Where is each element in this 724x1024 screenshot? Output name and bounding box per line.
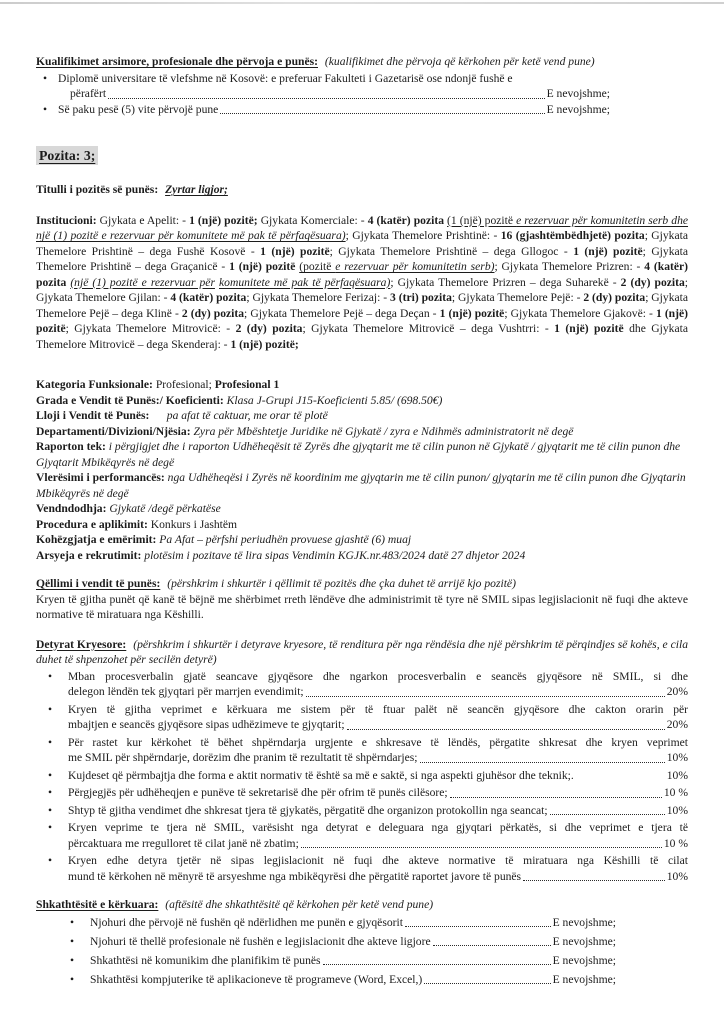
duty-item-text-cont: mbajtjen e seancës gjyqësore sipas udhëzimeve te gjyqtarit;	[68, 718, 345, 731]
duty-item-text-cont: mund të kërkohen në mënyrë të arsyeshme nga mbikëqyrësi dhe përgatitë raportet javore të punës	[68, 869, 522, 883]
text-run: 4 (katër) pozita	[367, 213, 448, 227]
dot-leader	[220, 113, 544, 114]
field-lloji	[36, 408, 688, 424]
duty-item-row	[68, 750, 688, 766]
field-kohezgjatja	[36, 532, 688, 548]
text-run: ; Gjykata Themelore Prizren: -	[494, 260, 645, 273]
duty-item-text: • Shtyp të gjitha vendimet dhe shkresat tjera të gjykatës, përgatitë dhe organizon protokollin nga seancat;	[68, 803, 548, 817]
duty-item	[42, 803, 688, 819]
text-run: e rezervuar për komunitetin serb)	[335, 260, 495, 273]
duties-list	[36, 669, 688, 885]
qualification-item-value: E nevojshme;	[546, 87, 610, 100]
text-run: Gjykata Komerciale: -	[257, 213, 368, 227]
qualifications-heading-line	[36, 54, 688, 70]
duty-item-percent: 10%	[666, 869, 688, 883]
text-run: 1 (një) pozitë;	[189, 213, 258, 227]
skill-item-value: E nevojshme;	[552, 972, 616, 986]
skills-heading: Shkathtësitë e kërkuara:	[36, 898, 159, 911]
duty-item-text-cont: me SMIL për shpërndarje, dorëzim dhe pranim të rezultatit të shpërndarjes;	[68, 751, 418, 764]
text-run: dhe Gjykata Themelore Mitrovicë – dega Skenderaj: -	[36, 322, 688, 351]
purpose-note: (përshkrim i shkurtër i qëllimit të pozitës dhe çka duhet të arrijë kjo pozitë)	[167, 577, 516, 590]
field-arsyeja	[36, 548, 688, 564]
qualification-item-row	[58, 86, 688, 102]
duty-item-percent: 10%	[666, 751, 688, 764]
skill-item	[66, 934, 688, 950]
text-run: Vendndodhja:	[36, 502, 110, 515]
qualifications-note: (kualifikimet dhe përvoja që kërkohen për ketë vend pune)	[324, 55, 595, 68]
qualification-item-text: • Së paku pesë (5) vite përvojë pune	[58, 102, 219, 116]
duty-item-text-cont: përcaktuara me rregulloret të cilat janë në zbatim;	[68, 836, 299, 850]
text-run: ; Gjykata Themelore Ferizaj: -	[246, 291, 391, 304]
text-run: Grada e Vendit të Punës:/ Koeficienti:	[36, 393, 227, 407]
text-run: (pozitë	[299, 260, 336, 273]
field-vleresimi	[36, 470, 688, 501]
duty-item	[42, 702, 688, 733]
text-run: Profesional 1	[214, 378, 280, 391]
dot-leader	[323, 964, 551, 965]
duty-item-row	[68, 768, 688, 784]
text-run: Konkurs i Jashtëm	[150, 517, 238, 531]
dot-leader	[306, 696, 665, 697]
text-run: ; Gjykata Themelore Gjilan: -	[36, 275, 689, 304]
text-run: 2 (dy) pozita	[583, 291, 646, 304]
text-run: 1 (një) pozitë	[36, 306, 688, 335]
duty-item-text: • Kryen edhe detyra tjetër në sipas legjislacionit në fuqi dhe akteve normative të miratuara nga Këshilli të cilat	[68, 854, 688, 867]
duty-item-text: • Kujdeset që përmbajtja dhe forma e aktit normativ të është sa më e saktë, si nga aspekti gjuhësor dhe teknik;.	[68, 768, 574, 782]
purpose-heading-line	[36, 576, 688, 592]
skill-item-value: E nevojshme;	[552, 915, 616, 929]
duty-item	[42, 768, 688, 784]
duties-note: (përshkrim i shkurtër i detyrave kryesore, të renditura për nga rëndësia dhe një përshkrim të përqindjes së kohës, e cila duhet të shpenzohet për secilën detyrë)	[36, 637, 688, 666]
duty-item-text: • Kryen të gjitha veprimet e kërkuara me sistem për të ftuar palët në seancën gjyqësore dhe cakton orarin për	[68, 702, 688, 716]
text-run: 3 (tri) pozita	[390, 291, 452, 304]
dot-leader	[450, 797, 662, 798]
dot-leader	[523, 880, 665, 881]
skill-item-text: • Njohuri të thellë profesionale në fushën e legjislacionit dhe akteve ligjore	[90, 934, 431, 948]
dot-leader	[550, 814, 665, 815]
field-raporton	[36, 439, 688, 470]
qualification-item	[36, 71, 688, 102]
skill-item	[66, 972, 688, 988]
dot-leader	[424, 983, 550, 984]
text-run: nga Udhëheqësi i Zyrës në koordinim me gjyqtarin me të cilin punon/ gjyqtarin me të cilin punon dhe Gjyqtarin Mbikëqyrës në degë	[36, 471, 686, 500]
duty-item-row	[68, 717, 688, 733]
text-run: Departamenti/Divizioni/Njësia:	[36, 424, 194, 438]
text-run: 1 (një) pozitë	[229, 260, 300, 273]
text-run: 1 (një) pozitë	[439, 306, 505, 320]
qualification-item-text-cont: përafërt	[70, 87, 107, 100]
text-run: 2 (dy) pozita	[235, 322, 303, 335]
text-run: Raporton tek:	[36, 440, 109, 453]
skill-item-value: E nevojshme;	[552, 953, 616, 967]
qualification-item-row	[58, 102, 688, 118]
field-vendndodhja	[36, 501, 688, 517]
field-departamenti	[36, 424, 688, 440]
text-run: Profesional;	[155, 378, 215, 391]
position-title-value: Zyrtar ligjor;	[165, 183, 228, 196]
purpose-heading: Qëllimi i vendit të punës:	[36, 577, 161, 590]
field-grada	[36, 393, 688, 409]
text-run: 2 (dy) pozita	[181, 306, 245, 320]
skill-item	[66, 953, 688, 969]
text-run: 4 (katër) pozita	[170, 291, 247, 304]
text-run: Gjykatë /degë përkatëse	[109, 502, 221, 515]
text-run: pa afat të caktuar, me orar të plotë	[166, 409, 328, 422]
text-run: Klasa J-Grupi J15-Koeficienti 5.85/ (698.50€)	[226, 393, 443, 407]
skills-list	[36, 915, 688, 988]
text-run: 4 (katër) pozita	[36, 260, 689, 289]
text-run: Institucioni:	[36, 213, 100, 227]
text-run: 16 (gjashtëmbëdhjetë) pozita	[500, 229, 645, 242]
text-run: plotësim i pozitave të lira sipas Vendimin KGJK.nr.483/2024 datë 27 dhjetor 2024	[144, 548, 526, 562]
text-run: ; Gjykata Themelore Prishtinë – dega Fushë Kosovë -	[36, 229, 688, 258]
text-run: 1 (një) pozitë	[260, 244, 330, 258]
text-run: ; Gjykata Themelore Mitrovicë: -	[65, 322, 236, 335]
duty-item	[42, 669, 688, 700]
qualification-item-value: E nevojshme;	[546, 102, 610, 116]
text-run: ; Gjykata Themelore Pejë – dega Klinë -	[36, 291, 689, 320]
text-run: (1 (një) pozitë	[447, 213, 517, 227]
duty-item-row	[68, 684, 688, 700]
text-run: Kategoria Funksionale:	[36, 378, 156, 391]
skill-item	[66, 915, 688, 931]
duty-item-percent: 20%	[666, 718, 688, 731]
duty-item-text-cont: delegon lëndën tek gjyqtari për marrjen evendimit;	[68, 685, 304, 698]
qualifications-list	[36, 71, 688, 118]
skills-heading-line	[36, 897, 688, 913]
text-run: Kohëzgjatja e emërimit:	[36, 533, 160, 546]
skills-note: (aftësitë dhe shkathtësitë që kërkohen për ketë vend pune)	[165, 898, 434, 911]
duty-item-row	[68, 869, 688, 885]
skill-item-text: • Njohuri dhe përvojë në fushën që ndërlidhen me punën e gjyqësorit	[90, 915, 403, 929]
duties-heading-line	[36, 637, 688, 668]
duty-item-row	[68, 836, 688, 852]
duty-item-percent: 10 %	[663, 786, 688, 799]
text-run: 2 (dy) pozita	[620, 275, 685, 289]
qualification-item-text: • Diplomë universitare të vlefshme në Kosovë: e preferuar Fakulteti i Gazetarisë ose ndonjë fushë e	[58, 71, 513, 85]
text-run: komunitete më pak të përfaqësuara)	[219, 275, 391, 289]
purpose-section	[36, 576, 688, 623]
skills-section	[36, 897, 688, 987]
text-run: ; Gjykata Themelore Prishtinë – dega Gllogoc -	[329, 244, 574, 258]
text-run: ; Gjykata Themelore Prizren – dega Suharekë -	[390, 275, 621, 289]
text-run: Vlerësimi i performancës:	[36, 471, 168, 484]
text-run: i përgjigjet dhe i raporton Udhëheqësit të Zyrës dhe gjyqtarit me të cilin punon në Gjykatë / gjyqtarit me të cilin punon dhe Gjyqtarit Mbikëqyrës në degë	[36, 440, 681, 469]
text-run: 1 (një) pozitë;	[230, 337, 299, 351]
field-kategoria	[36, 377, 688, 393]
text-run: Gjykata e Apelit: -	[99, 213, 190, 227]
duty-item-row	[68, 803, 688, 819]
text-run: Procedura e aplikimit:	[36, 517, 151, 531]
duty-item	[42, 785, 688, 801]
duty-item	[42, 735, 688, 766]
duty-item-text: • Për rastet kur kërkohet të bëhet shpërndarja urgjente e shkresave të lëndës, përgatite shkresat dhe kryen veprimet	[68, 735, 688, 749]
qualifications-heading: Kualifikimet arsimore, profesionale dhe përvoja e punës:	[36, 55, 318, 68]
position-title-label: Titulli i pozitës së punës:	[36, 183, 159, 196]
position-title-line	[36, 182, 688, 198]
dot-leader	[301, 847, 662, 848]
skill-item-text: • Shkathtësi në komunikim dhe planifikim të punës	[90, 953, 321, 967]
position-number-heading: Pozita: 3;	[36, 146, 98, 165]
text-run: Pa Afat – përfshi periudhën provuese gjashtë (6) muaj	[159, 533, 412, 546]
text-run: (një (1) pozitë e rezervuar për	[70, 275, 215, 289]
duty-item	[42, 853, 688, 884]
text-run: Zyra për Mbështetje Juridike në Gjykatë / zyra e Ndihmës administratorit në degë	[193, 424, 574, 438]
dot-leader	[108, 98, 545, 99]
text-run: ; Gjykata Themelore Pejë – dega Deçan -	[244, 306, 440, 320]
text-run: 1 (një) pozitë	[573, 244, 643, 258]
duty-item-text: • Mban procesverbalin gjatë seancave gjyqësore dhe ngarkon procesverbalin e seancës gjyqësore në SMIL, si dhe	[68, 669, 688, 683]
skill-item-text: • Shkathtësi kompjuterike të aplikacioneve të programeve (Word, Excel,)	[90, 972, 423, 986]
qualification-item	[36, 102, 688, 118]
text-run: Arsyeja e rekrutimit:	[36, 548, 145, 562]
skill-item-value: E nevojshme;	[552, 934, 616, 948]
duties-heading: Detyrat Kryesore:	[36, 637, 127, 651]
text-run: ; Gjykata Themelore Mitrovicë – dega Vushtrri: -	[302, 322, 555, 335]
text-run: ; Gjykata Themelore Gjakovë: -	[504, 306, 656, 320]
duty-item	[42, 820, 688, 851]
institution-paragraph	[36, 213, 688, 353]
text-run: ; Gjykata Themelore Prishtinë – dega Graçanicë -	[36, 244, 689, 273]
duties-section	[36, 637, 688, 885]
dot-leader	[420, 762, 665, 763]
field-procedura	[36, 517, 688, 533]
text-run: Lloji i Vendit të Punës:	[36, 409, 167, 422]
dot-leader	[405, 926, 551, 927]
purpose-body: Kryen të gjitha punët që kanë të bëjnë me shërbimet rreth lëndëve dhe administrimit të tyre në SMIL sipas legjislacionit në fuqi dhe akteve normative të miratuara nga Këshilli.	[36, 592, 688, 621]
duty-item-percent: 10%	[666, 768, 688, 782]
duty-item-percent: 20%	[666, 685, 688, 698]
text-run: ; Gjykata Themelore Prishtinë: -	[345, 229, 501, 242]
dot-leader	[433, 945, 551, 946]
text-run: 1 (një) pozitë	[554, 322, 624, 335]
duty-item-percent: 10%	[666, 803, 688, 817]
qualifications-section	[36, 54, 688, 117]
duty-item-row	[68, 785, 688, 801]
duty-item-text: • Përgjegjës për udhëheqjen e punëve të sekretarisë dhe për ofrim të punës cilësore;	[68, 786, 448, 799]
duty-item-percent: 10 %	[663, 836, 688, 850]
text-run: ; Gjykata Themelore Pejë: -	[451, 291, 584, 304]
dot-leader	[347, 729, 665, 730]
text-run: e rezervuar për komunitetin serb dhe një (1) pozitë e rezervuar për komunitete më pak të përfaqësuara)	[36, 213, 689, 242]
position-details-block	[36, 377, 688, 563]
duty-item-text: • Kryen veprime te tjera në SMIL, varësisht nga detyrat e deleguara nga gjyqtari përkatës, si dhe veprimet e tjera të	[68, 821, 688, 834]
